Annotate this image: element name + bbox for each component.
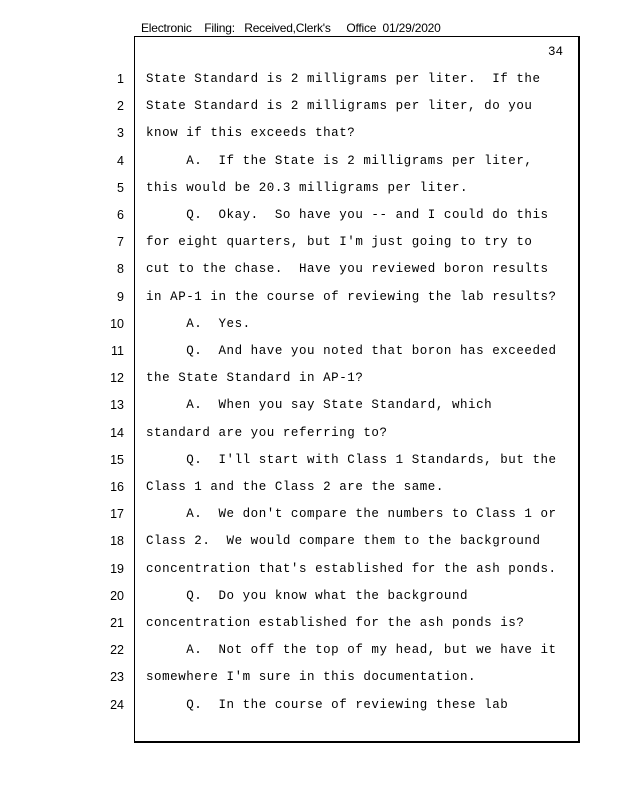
line-text: A. Yes. [146, 316, 251, 331]
line-number: 1 [117, 72, 124, 86]
line-number: 21 [110, 616, 124, 630]
transcript-line [0, 368, 618, 388]
line-number: 16 [110, 480, 124, 494]
line-number: 17 [110, 507, 124, 522]
line-number: 10 [110, 316, 124, 331]
line-number: 5 [117, 180, 124, 195]
line-number: 13 [110, 398, 124, 413]
transcript-line [0, 640, 618, 660]
transcript-line [0, 695, 618, 715]
line-number: 7 [117, 235, 124, 250]
line-text: concentration established for the ash ponds is? [146, 616, 525, 630]
line-number: 19 [110, 561, 124, 576]
line-text: Class 1 and the Class 2 are the same. [146, 480, 444, 494]
filing-stamp-header: Electronic Filing: Received,Clerk's Office 01/29/2020 [141, 21, 441, 35]
line-number: 12 [110, 371, 124, 386]
line-number: 9 [117, 289, 124, 304]
transcript-line [0, 123, 618, 143]
line-text: State Standard is 2 milligrams per liter. If the [146, 72, 541, 86]
transcript-line [0, 531, 618, 551]
line-number: 14 [110, 425, 124, 440]
line-number: 8 [117, 262, 124, 277]
line-text: Q. Do you know what the background [146, 588, 469, 603]
line-text: this would be 20.3 milligrams per liter. [146, 180, 469, 195]
line-text: A. Not off the top of my head, but we have it [146, 643, 557, 658]
line-text: know if this exceeds that? [146, 126, 356, 141]
transcript-line [0, 477, 618, 497]
transcript-line [0, 423, 618, 443]
line-number: 6 [117, 208, 124, 222]
line-text: Q. I'll start with Class 1 Standards, but the [146, 452, 557, 467]
line-number: 22 [110, 643, 124, 658]
transcript-line [0, 450, 618, 470]
transcript-line [0, 259, 618, 279]
line-text: State Standard is 2 milligrams per liter, do you [146, 99, 533, 114]
transcript-line [0, 205, 618, 225]
transcript-line [0, 151, 618, 171]
line-number: 23 [110, 670, 124, 685]
transcript-line [0, 559, 618, 579]
line-text: Q. In the course of reviewing these lab [146, 697, 509, 712]
line-number: 15 [110, 452, 124, 467]
transcript-line [0, 667, 618, 687]
transcript-line [0, 178, 618, 198]
line-text: A. We don't compare the numbers to Class 1 or [146, 507, 557, 522]
line-number: 18 [110, 534, 124, 549]
transcript-line [0, 96, 618, 116]
transcript-line [0, 504, 618, 524]
line-text: concentration that's established for the ash ponds. [146, 561, 557, 576]
line-number: 11 [111, 344, 124, 358]
transcript-line [0, 586, 618, 606]
line-text: in AP-1 in the course of reviewing the lab results? [146, 289, 557, 304]
line-text: somewhere I'm sure in this documentation. [146, 670, 477, 685]
transcript-line [0, 395, 618, 415]
transcript-line [0, 341, 618, 361]
transcript-line [0, 69, 618, 89]
transcript-line [0, 232, 618, 252]
line-number: 24 [110, 697, 124, 712]
line-text: A. When you say State Standard, which [146, 398, 493, 413]
line-number: 3 [117, 126, 124, 141]
line-text: cut to the chase. Have you reviewed boron results [146, 262, 549, 277]
line-text: the State Standard in AP-1? [146, 371, 364, 386]
line-number: 2 [117, 99, 124, 114]
line-number: 20 [110, 588, 124, 603]
transcript-line [0, 287, 618, 307]
line-text: standard are you referring to? [146, 425, 388, 440]
line-text: for eight quarters, but I'm just going to try to [146, 235, 533, 250]
line-text: Q. And have you noted that boron has exceeded [146, 344, 557, 358]
line-text: Q. Okay. So have you -- and I could do this [146, 208, 549, 222]
transcript-line [0, 613, 618, 633]
line-text: A. If the State is 2 milligrams per liter, [146, 153, 533, 168]
line-text: Class 2. We would compare them to the background [146, 534, 541, 549]
transcript-line [0, 314, 618, 334]
page-number: 34 [548, 45, 564, 59]
line-number: 4 [117, 153, 124, 168]
